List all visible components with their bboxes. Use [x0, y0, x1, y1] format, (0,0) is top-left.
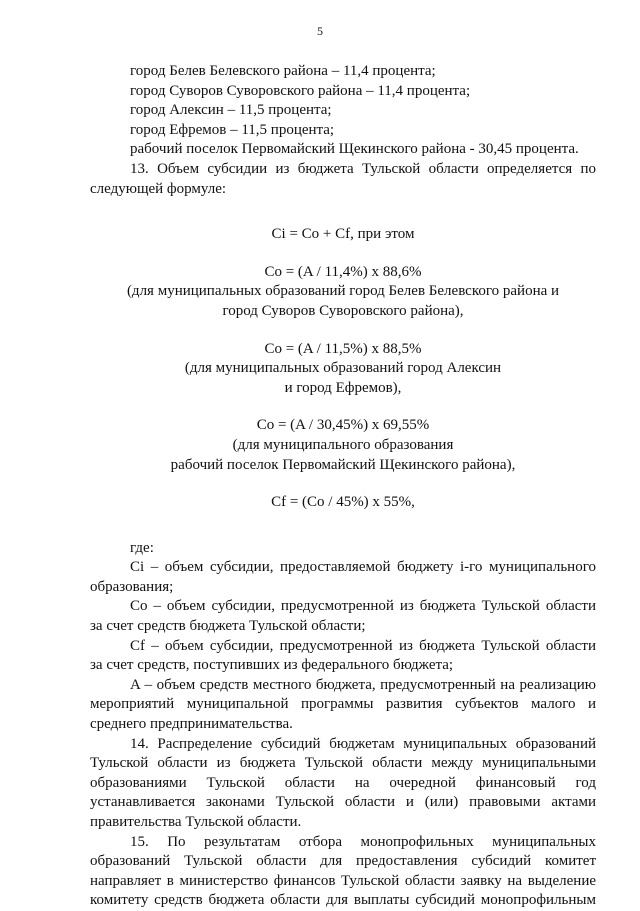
formula-co-2-note: (для муниципальных образований город Алексин [184, 360, 502, 377]
item13-line1: 13. Объем субсидии из бюджета Тульской области определяется по [130, 160, 596, 177]
formula-co-1 [90, 263, 596, 322]
definition-line: Cf – объем субсидии, предусмотренной из бюджета Тульской области [130, 637, 596, 654]
definition-line: Co – объем субсидии, предусмотренной из бюджета Тульской области [130, 598, 596, 615]
formula-co-1-note: (для муниципальных образований город Белев Белевского района и [126, 283, 560, 300]
rate-line: город Суворов Суворовского района – 11,4 процента; [130, 82, 471, 99]
definition-line: образования; [90, 578, 174, 595]
formula-cf: Cf = (Co / 45%) x 55%, [271, 494, 415, 511]
formula-co-1-expr: Co = (A / 11,4%) x 88,6% [264, 263, 422, 280]
item14-line: образованиями Тульской области на очередной финансовый год [90, 774, 596, 791]
rate-line: город Алексин – 11,5 процента; [130, 102, 332, 119]
formula-co-2-expr: Co = (A / 11,5%) x 88,5% [264, 340, 422, 357]
formula-co-3 [90, 416, 596, 475]
rate-line: рабочий поселок Первомайский Щекинского района - 30,45 процента. [130, 141, 579, 158]
definition-line: за счет средств бюджета Тульской области; [90, 618, 366, 635]
rate-line: город Белев Белевского района – 11,4 процента; [130, 63, 436, 79]
formula-co-3-note: (для муниципального образования [232, 436, 454, 453]
formula-co-3-expr: Co = (A / 30,45%) x 69,55% [256, 417, 430, 434]
item13-line2: следующей формуле: [90, 180, 227, 197]
where-label: где: [130, 539, 154, 556]
page-number: 5 [317, 24, 323, 38]
item15-line: образований Тульской области для предоставления субсидий комитет [90, 853, 596, 870]
formula-co-1-note: город Суворов Суворовского района), [222, 302, 464, 319]
formula-ci: Ci = Co + Cf, при этом [271, 226, 415, 243]
definition-line: Ci – объем субсидии, предоставляемой бюджету i-го муниципального [130, 559, 596, 576]
definition-line: среднего предпринимательства. [90, 716, 293, 733]
item14-line: 14. Распределение субсидий бюджетам муниципальных образований [130, 735, 596, 752]
rate-line: город Ефремов – 11,5 процента; [130, 121, 335, 138]
formula-co-2 [90, 340, 596, 399]
definition-line: мероприятий муниципальной программы развития субъектов малого и [90, 696, 596, 713]
item14-line: устанавливается законами Тульской области и (или) правовыми актами [90, 794, 596, 811]
item15-line: комитету средств бюджета области для выплаты субсидий монопрофильным [90, 892, 596, 909]
item15-line: 15. По результатам отбора монопрофильных муниципальных [130, 833, 596, 850]
item14-line: правительства Тульской области. [90, 814, 302, 830]
formula-co-2-note: и город Ефремов), [284, 379, 402, 396]
document-body [90, 62, 596, 911]
item14-line: Тульской области из бюджета Тульской области между муниципальными [90, 755, 596, 772]
definition-line: A – объем средств местного бюджета, предусмотренный на реализацию [130, 676, 596, 693]
definition-line: за счет средств, поступивших из федерального бюджета; [90, 657, 454, 674]
item15-line: направляет в министерство финансов Тульской области заявку на выделение [90, 872, 596, 889]
formula-co-3-note: рабочий поселок Первомайский Щекинского района), [170, 456, 516, 473]
